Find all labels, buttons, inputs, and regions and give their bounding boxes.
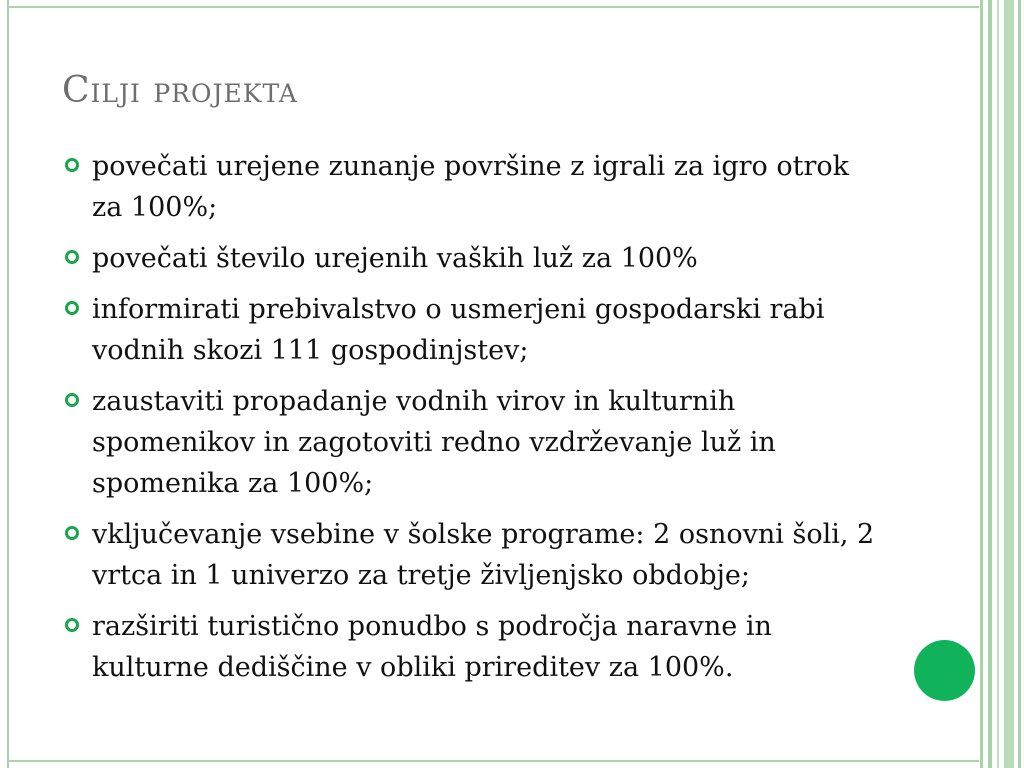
stripe [1018,0,1021,768]
bullet-text: vključevanje vsebine v šolske programe: 2 osnovni šoli, 2 vrtca in 1 univerzo za tretje življenjsko obdobje; [92,519,875,591]
bullet-item [64,238,884,279]
bullet-item [64,606,884,688]
stripe [997,0,999,768]
ring-bullet-icon [65,526,79,540]
right-stripes [976,0,1024,768]
bullet-text: razširiti turistično ponudbo s področja naravne in kulturne dediščine v obliki prireditev za 100%. [92,611,772,683]
ring-bullet-icon [65,393,79,407]
bullet-item [64,289,884,371]
frame-top-line [7,6,979,8]
bullet-item [64,146,884,228]
bullet-list [64,146,884,698]
stripe [1004,0,1014,768]
bullet-text: zaustaviti propadanje vodnih virov in kulturnih spomenikov in zagotoviti redno vzdrževanje luž in spomenika za 100%; [92,386,776,499]
frame-bottom-line [7,760,979,762]
ring-bullet-icon [65,250,79,264]
green-circle-icon [914,640,975,701]
ring-bullet-icon [65,301,79,315]
stripe [980,0,983,768]
slide-title: Cilji projekta [62,70,298,111]
bullet-text: povečati število urejenih vaških luž za 100% [92,243,698,274]
ring-bullet-icon [65,158,79,172]
bullet-item [64,514,884,596]
bullet-text: povečati urejene zunanje površine z igrali za igro otrok za 100%; [92,151,849,223]
stripe [988,0,992,768]
frame-left-line [7,0,9,768]
bullet-text: informirati prebivalstvo o usmerjeni gospodarski rabi vodnih skozi 111 gospodinjstev; [92,294,825,366]
ring-bullet-icon [65,618,79,632]
bullet-item [64,381,884,504]
